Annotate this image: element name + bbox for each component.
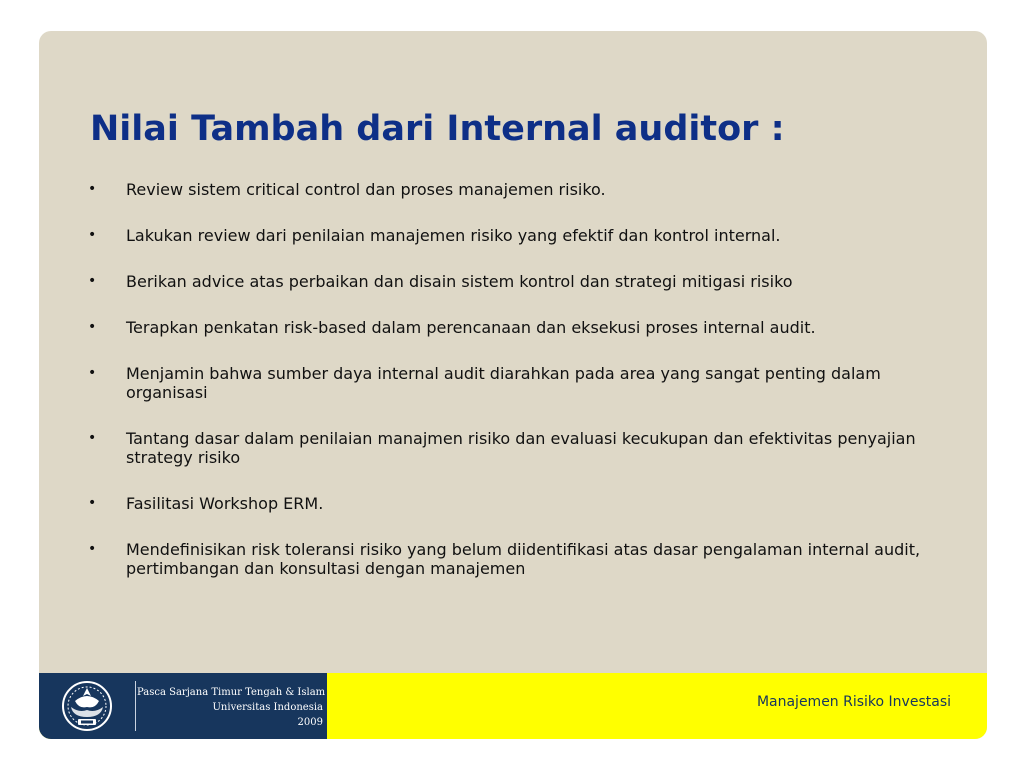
slide-title: Nilai Tambah dari Internal auditor : bbox=[90, 109, 785, 149]
bullet-list bbox=[88, 180, 948, 605]
university-name: Universitas Indonesia bbox=[212, 702, 323, 713]
slide bbox=[39, 31, 987, 739]
footer-divider bbox=[135, 681, 136, 731]
footer-bar bbox=[39, 673, 987, 739]
bullet-item: • Review sistem critical control dan proses manajemen risiko. bbox=[88, 180, 948, 199]
year: 2009 bbox=[297, 717, 323, 728]
footer-institution-panel bbox=[39, 673, 327, 739]
bullet-item: • Lakukan review dari penilaian manajemen risiko yang efektif dan kontrol internal. bbox=[88, 226, 948, 245]
bullet-item: • Fasilitasi Workshop ERM. bbox=[88, 494, 948, 513]
bullet-item: • Tantang dasar dalam penilaian manajmen risiko dan evaluasi kecukupan dan efektivitas penyajian strategy risiko bbox=[88, 429, 948, 467]
bullet-item: • Menjamin bahwa sumber daya internal audit diarahkan pada area yang sangat penting dalam organisasi bbox=[88, 364, 948, 402]
bullet-item: • Mendefinisikan risk toleransi risiko yang belum diidentifikasi atas dasar pengalaman internal audit, pertimbangan dan konsultasi dengan manajemen bbox=[88, 540, 948, 578]
institution-name: Pasca Sarjana Timur Tengah & Islam bbox=[137, 687, 326, 698]
bullet-item: • Terapkan penkatan risk-based dalam perencanaan dan eksekusi proses internal audit. bbox=[88, 318, 948, 337]
institution-text bbox=[137, 685, 326, 730]
course-title: Manajemen Risiko Investasi bbox=[756, 694, 951, 710]
university-seal-icon bbox=[57, 679, 117, 733]
bullet-item: • Berikan advice atas perbaikan dan disain sistem kontrol dan strategi mitigasi risiko bbox=[88, 272, 948, 291]
